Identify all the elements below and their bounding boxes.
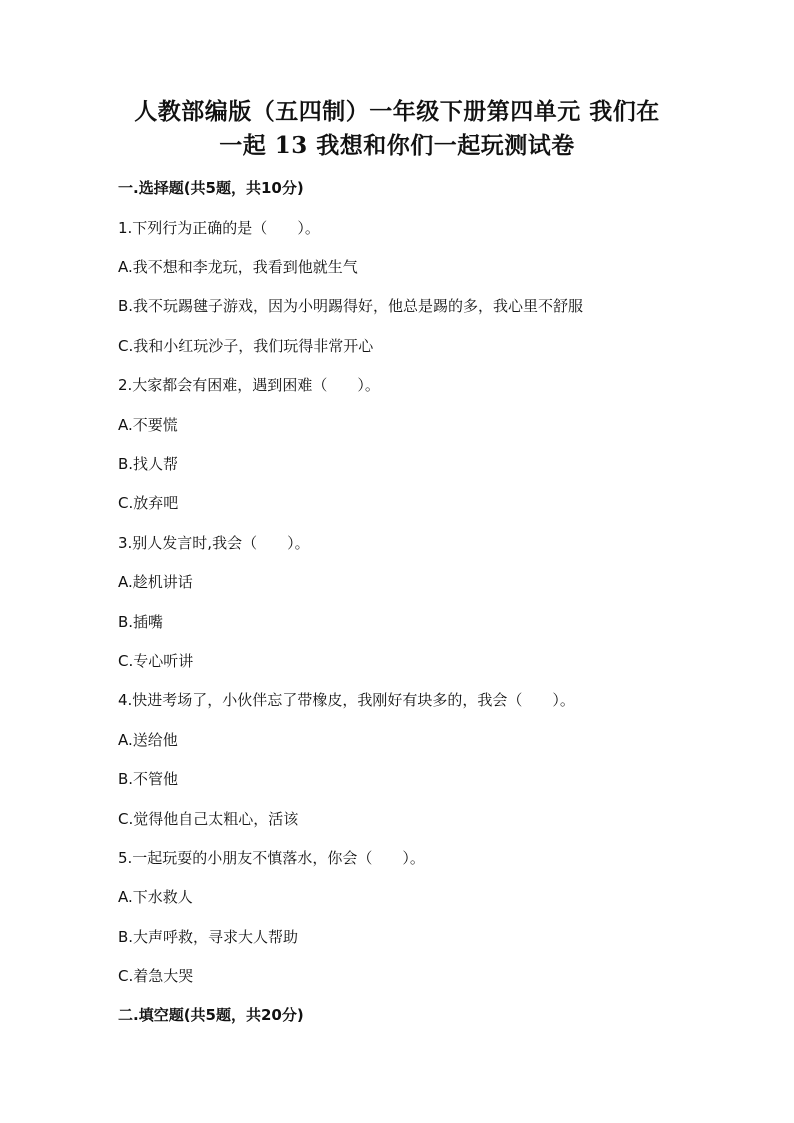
question-3-option-b: B.插嘴 xyxy=(118,613,164,631)
section-heading-choice: 一.选择题(共5题，共10分) xyxy=(118,179,304,197)
section-heading-fill-in: 二.填空题(共5题，共20分) xyxy=(118,1006,304,1024)
question-2-option-a: A.不要慌 xyxy=(118,416,178,434)
question-2-option-b: B.找人帮 xyxy=(118,455,179,473)
question-4-stem: 4.快进考场了，小伙伴忘了带橡皮，我刚好有块多的，我会（ ）。 xyxy=(118,691,575,709)
question-5-stem: 5.一起玩耍的小朋友不慎落水，你会（ ）。 xyxy=(118,849,425,867)
page-title-line-2: 一起 13 我想和你们一起玩测试卷 xyxy=(219,132,575,159)
question-5-option-c: C.着急大哭 xyxy=(118,967,194,985)
question-1-option-b: B.我不玩踢毽子游戏，因为小明踢得好，他总是踢的多，我心里不舒服 xyxy=(118,297,584,315)
question-3-option-a: A.趁机讲话 xyxy=(118,573,193,591)
question-4-option-c: C.觉得他自己太粗心，活该 xyxy=(118,810,299,828)
question-4-option-b: B.不管他 xyxy=(118,770,179,788)
question-5-option-b: B.大声呼救，寻求大人帮助 xyxy=(118,928,299,946)
question-1-option-c: C.我和小红玩沙子，我们玩得非常开心 xyxy=(118,337,374,355)
question-3-stem: 3.别人发言时,我会（ ）。 xyxy=(118,534,310,552)
question-5-option-a: A.下水救人 xyxy=(118,888,193,906)
question-1-option-a: A.我不想和李龙玩，我看到他就生气 xyxy=(118,258,358,276)
question-4-option-a: A.送给他 xyxy=(118,731,178,749)
question-3-option-c: C.专心听讲 xyxy=(118,652,194,670)
question-2-stem: 2.大家都会有困难，遇到困难（ ）。 xyxy=(118,376,380,394)
question-2-option-c: C.放弃吧 xyxy=(118,494,179,512)
page-title-line-1: 人教部编版（五四制）一年级下册第四单元 我们在 xyxy=(134,98,660,125)
question-1-stem: 1.下列行为正确的是（ ）。 xyxy=(118,219,320,237)
